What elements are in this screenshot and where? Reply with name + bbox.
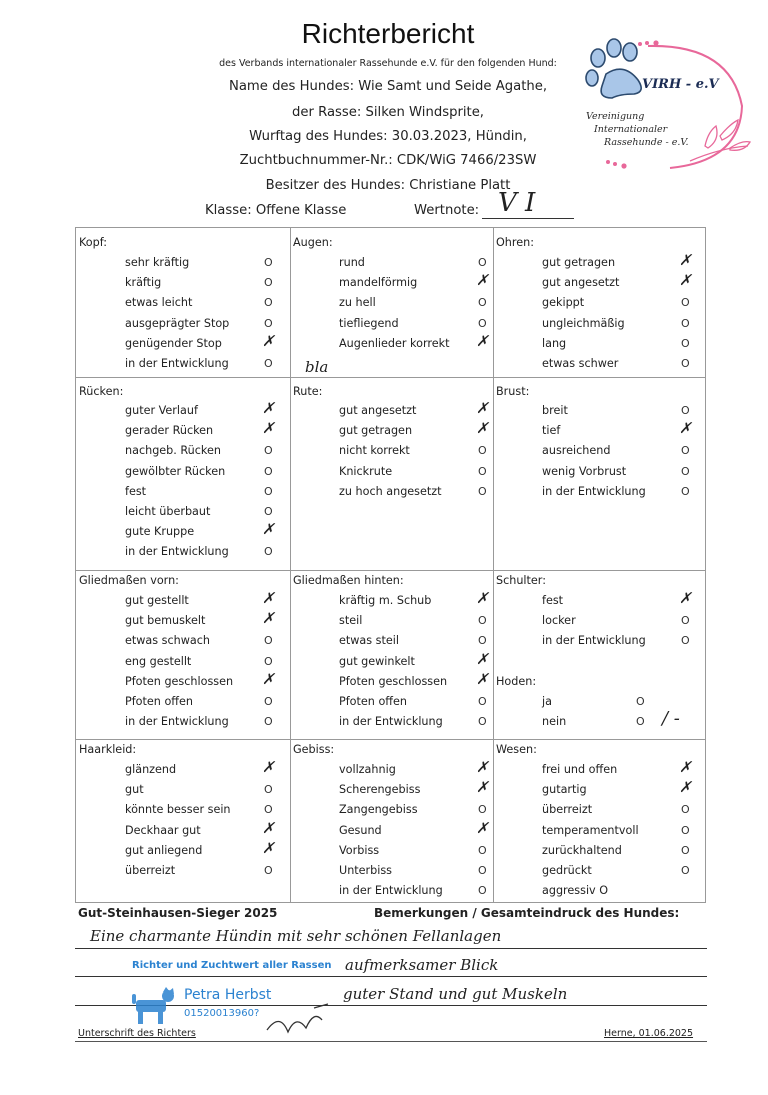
logo-line2: Internationaler [594,124,668,135]
item-label: gute Kruppe [125,525,195,539]
section-title-wesen: Wesen: [496,743,537,756]
item-label: in der Entwicklung [542,484,646,498]
item-label: in der Entwicklung [339,715,443,729]
checkbox-circle[interactable]: O [681,843,690,857]
row-divider [75,739,706,740]
checkbox-circle[interactable]: O [264,296,273,310]
remark-rule [75,976,707,977]
item-label: locker [542,614,576,628]
item-label: tief [542,424,561,438]
section-title-ruecken: Rücken: [79,385,124,398]
item-label: wenig Vorbrust [542,464,627,478]
checkbox-checked[interactable]: ✗ [262,419,275,438]
item-label: kräftig [125,276,162,290]
remark-line-2: aufmerksamer Blick [345,956,499,974]
item-label: gut angesetzt [339,404,417,417]
checkbox-circle[interactable]: O [681,464,690,478]
checkbox-circle[interactable]: O [478,484,487,498]
remark-rule [75,948,707,949]
item-label: kräftig m. Schub [339,594,432,607]
checkbox-circle[interactable]: O [681,634,690,648]
checkbox-checked[interactable]: ✗ [476,419,489,438]
row-divider [75,570,706,571]
item-label: etwas schwer [542,357,619,370]
remarks-label: Bemerkungen / Gesamteindruck des Hundes: [374,906,680,920]
leaf-icon [690,120,750,161]
award: Gut-Steinhausen-Sieger 2025 [78,906,278,920]
checkbox-circle[interactable]: O [636,695,645,708]
checkbox-circle[interactable]: O [681,614,690,628]
checkbox-circle[interactable]: O [264,484,273,498]
checkbox-circle[interactable]: O [478,464,487,478]
checkbox-checked[interactable]: ✗ [679,271,692,290]
section-title-rute: Rute: [293,385,323,398]
item-label: Pfoten geschlossen [125,674,234,688]
item-label: fest [125,484,147,498]
item-label: etwas leicht [125,296,193,310]
owner: Besitzer des Hundes: Christiane Platt [265,178,511,193]
item-label: in der Entwicklung [125,357,229,370]
item-label: gut gewinkelt [339,654,415,668]
item-label: steil [339,614,363,628]
item-label: mandelförmig [339,276,418,290]
checkbox-circle[interactable]: O [681,823,690,837]
checkbox-circle[interactable]: O [264,803,273,817]
item-label: glänzend [125,763,177,776]
section-title-kopf: Kopf: [79,236,108,249]
logo-line1: Vereinigung [586,111,645,122]
section-title-haarkleid: Haarkleid: [79,743,137,756]
checkbox-circle[interactable]: O [264,864,273,877]
item-label: gekippt [542,296,585,310]
item-label: zu hoch angesetzt [339,484,442,498]
column-divider [290,227,291,903]
item-label: in der Entwicklung [125,545,229,559]
checkbox-circle[interactable]: O [478,695,487,708]
checkbox-circle[interactable]: O [478,864,487,877]
item-label: lang [542,336,567,350]
item-label: etwas schwach [125,634,210,648]
item-label: Zangengebiss [339,803,418,817]
checkbox-checked[interactable]: ✗ [476,818,489,837]
item-label: Pfoten offen [339,695,407,708]
item-label: nein [542,715,567,729]
checkbox-checked[interactable]: ✗ [679,419,692,438]
checkbox-circle[interactable]: O [681,404,690,417]
checkbox-circle[interactable]: O [264,505,273,518]
item-label: in der Entwicklung [339,884,443,898]
page-title: Richterbericht [301,18,475,49]
item-label: Augenlieder korrekt [339,336,450,350]
item-label: guter Verlauf [125,404,198,417]
hoden-note: / - [662,708,680,729]
checkbox-circle[interactable]: O [478,256,487,269]
paw-icon [586,39,641,98]
section-title-ohren: Ohren: [496,236,534,249]
checkbox-circle[interactable]: O [681,864,690,877]
checkbox-checked[interactable]: ✗ [476,399,489,417]
checkbox-circle[interactable]: O [478,715,487,729]
breed: der Rasse: Silken Windsprite, [291,105,485,120]
checkbox-checked[interactable]: ✗ [476,331,489,350]
item-label: Pfoten offen [125,695,193,708]
checkbox-circle[interactable]: O [264,634,273,648]
checkbox-circle[interactable]: O [681,336,690,350]
item-label: nachgeb. Rücken [125,444,221,458]
stamp-phone: 01520013960? [184,1008,260,1019]
section-title-gebiss: Gebiss: [293,743,335,756]
item-label: zurückhaltend [542,843,622,857]
item-label: rund [339,256,365,269]
birth-date: Wurftag des Hundes: 30.03.2023, Hündin, [249,129,527,144]
checkbox-checked[interactable]: ✗ [262,758,275,776]
section-title-schulter: Schulter: [496,574,546,587]
item-label: überreizt [125,864,176,877]
checkbox-circle[interactable]: O [478,444,487,458]
studbook-number: Zuchtbuchnummer-Nr.: CDK/WiG 7466/23SW [239,153,537,168]
item-label: ja [542,695,552,708]
item-label: tiefliegend [339,316,399,330]
section-title-augen: Augen: [293,236,333,249]
item-label: gutartig [542,783,587,797]
section-title-glied_hinten: Gliedmaßen hinten: [293,574,404,587]
item-label: fest [542,594,564,607]
checkbox-checked[interactable]: ✗ [262,838,275,857]
section-title-hoden: Hoden: [496,675,537,688]
item-label: Knickrute [339,464,393,478]
checkbox-circle[interactable]: O [264,464,273,478]
section-title-glied_vorn: Gliedmaßen vorn: [79,574,179,587]
checkbox-checked[interactable]: ✗ [476,589,489,607]
logo-abbr: VIRH - e.V [642,77,719,92]
checkbox-checked[interactable]: ✗ [262,818,275,837]
checkbox-checked[interactable]: ✗ [262,399,275,417]
grade-value: V I [498,188,536,218]
checkbox-circle[interactable]: O [478,296,487,310]
signature [262,1002,332,1040]
checkbox-circle[interactable]: O [681,357,690,370]
signature-label: Unterschrift des Richters [78,1028,196,1039]
remark-line-1: Eine charmante Hündin mit sehr schönen Fellanlagen [90,927,502,945]
item-label: ungleichmäßig [542,316,625,330]
dog-stamp-icon [130,986,178,1026]
item-label: gut bemuskelt [125,614,206,628]
checkbox-circle[interactable]: O [478,316,487,330]
checkbox-circle[interactable]: O [264,545,273,559]
item-label: gut getragen [339,424,413,438]
item-label: Pfoten geschlossen [339,674,448,688]
subtitle: des Verbands internationaler Rassehunde e.V. für den folgenden Hund: [219,58,557,69]
item-label: Vorbiss [339,843,380,857]
checkbox-circle[interactable]: O [681,444,690,458]
item-label: überreizt [542,803,593,817]
checkbox-checked[interactable]: ✗ [262,331,275,350]
checkbox-circle[interactable]: O [264,783,273,797]
item-label: sehr kräftig [125,256,190,269]
checkbox-circle[interactable]: O [478,843,487,857]
checkbox-checked[interactable]: ✗ [262,609,275,628]
checkbox-circle[interactable]: O [264,715,273,729]
item-label: gut angesetzt [542,276,620,290]
footer-rule [75,1041,707,1042]
logo [580,36,758,181]
column-divider [493,227,494,903]
stamp-name: Petra Herbst [184,987,272,1003]
logo-graphic [580,36,758,181]
item-label: ausgeprägter Stop [125,316,230,330]
checkbox-circle[interactable]: O [636,715,645,729]
item-label: nicht korrekt [339,444,410,458]
checkbox-circle[interactable]: O [264,276,273,290]
checkbox-checked[interactable]: ✗ [679,251,692,269]
checkbox-circle[interactable]: O [264,444,273,458]
item-label: leicht überbaut [125,505,211,518]
item-label: vollzahnig [339,763,396,776]
item-label: in der Entwicklung [542,634,646,648]
item-label: frei und offen [542,763,618,776]
dog-name: Name des Hundes: Wie Samt und Seide Agathe, [228,79,548,94]
checkbox-circle[interactable]: O [681,484,690,498]
item-label: gedrückt [542,864,592,877]
item-label: aggressiv O [542,884,609,898]
checkbox-checked[interactable]: ✗ [679,778,692,797]
checkbox-circle[interactable]: O [264,256,273,269]
section-title-brust: Brust: [496,385,530,398]
item-label: gut getragen [542,256,616,269]
item-label: temperamentvoll [542,823,639,837]
item-label: gut gestellt [125,594,189,607]
item-label: gerader Rücken [125,424,214,438]
item-label: gut [125,783,144,797]
checkbox-checked[interactable]: ✗ [262,669,275,688]
grade-label: Wertnote: [414,203,480,218]
place-date: Herne, 01.06.2025 [604,1028,694,1039]
checkbox-circle[interactable]: O [264,654,273,668]
checkbox-checked[interactable]: ✗ [476,758,489,776]
row-divider [75,377,706,378]
item-label: gut anliegend [125,843,203,857]
checkbox-circle[interactable]: O [681,316,690,330]
augen-note: bla [305,358,329,376]
checkbox-circle[interactable]: O [478,803,487,817]
logo-line3: Rassehunde - e.V. [604,137,689,148]
checkbox-checked[interactable]: ✗ [679,589,692,607]
checkbox-checked[interactable]: ✗ [476,669,489,688]
item-label: gewölbter Rücken [125,464,226,478]
stamp-title: Richter und Zuchtwert aller Rassen [132,960,332,971]
item-label: breit [542,404,568,417]
checkbox-circle[interactable]: O [478,614,487,628]
checkbox-circle[interactable]: O [478,634,487,648]
item-label: eng gestellt [125,654,192,668]
grade-line [482,218,574,219]
checkbox-checked[interactable]: ✗ [476,271,489,290]
item-label: Scherengebiss [339,783,421,797]
checkbox-circle[interactable]: O [681,296,690,310]
remark-line-3: guter Stand und gut Muskeln [343,985,568,1003]
item-label: zu hell [339,296,376,310]
checkbox-circle[interactable]: O [264,316,273,330]
checkbox-checked[interactable]: ✗ [476,778,489,797]
item-label: ausreichend [542,444,611,458]
item-label: Gesund [339,823,382,837]
checkbox-checked[interactable]: ✗ [262,520,275,539]
checkbox-checked[interactable]: ✗ [679,758,692,776]
item-label: Deckhaar gut [125,823,201,837]
class: Klasse: Offene Klasse [205,203,347,218]
checkbox-circle[interactable]: O [264,695,273,708]
item-label: etwas steil [339,634,399,648]
item-label: in der Entwicklung [125,715,229,729]
checkbox-circle[interactable]: O [478,884,487,898]
logo-arc [648,46,742,168]
checkbox-checked[interactable]: ✗ [476,649,489,668]
item-label: könnte besser sein [125,803,231,817]
checkbox-checked[interactable]: ✗ [262,589,275,607]
checkbox-circle[interactable]: O [681,803,690,817]
item-label: genügender Stop [125,336,222,350]
item-label: Unterbiss [339,864,393,877]
checkbox-circle[interactable]: O [264,357,273,370]
